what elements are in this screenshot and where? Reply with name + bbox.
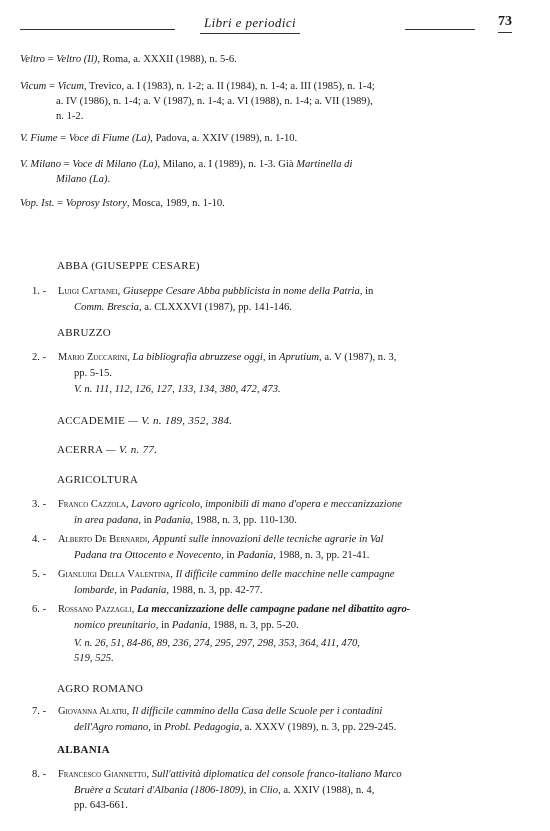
cross-references-agricoltura: V. n. 26, 51, 84-86, 89, 236, 274, 295, 297, 298, 353, 364, 411, 470, 519, 525. bbox=[74, 638, 360, 665]
cross-references-abruzzo: V. n. 111, 112, 126, 127, 133, 134, 380, 472, 473. bbox=[74, 384, 281, 395]
bib-entry-5: 5. - Gianluigi Della Valentina, Il difficile cammino delle macchine nelle campagne lombarde, in Padania, 1988, n. 3, pp. 42-77. bbox=[32, 569, 395, 596]
abbreviation-v-fiume: V. Fiume = Voce di Fiume (La), Padova, a. XXIV (1989), n. 1-10. bbox=[20, 133, 298, 144]
entry-author: Giovanna Alatri bbox=[58, 706, 127, 717]
abbr-key: Veltro bbox=[20, 54, 45, 65]
entry-title: Lavoro agricolo, imponibili di mano d'opera e meccanizzazione bbox=[131, 499, 402, 510]
entry-author: Francesco Giannetto bbox=[58, 769, 147, 780]
abbr-title: Vicum bbox=[57, 81, 84, 92]
entry-title: Giuseppe Cesare Abba pubblicista in nome della Patria bbox=[122, 286, 360, 297]
heading-acerra: ACERRA — V. n. 77. bbox=[57, 444, 158, 456]
abbr-title: Voce di Fiume (La) bbox=[68, 133, 151, 144]
entry-title: Il difficile cammino della Casa delle Scuole per i contadini bbox=[131, 706, 383, 717]
running-title: Libri e periodici bbox=[200, 14, 300, 34]
page-number: 73 bbox=[498, 12, 512, 33]
entry-author: Alberto De Bernardi bbox=[58, 534, 148, 545]
abbr-title: Veltro (Il) bbox=[56, 54, 98, 65]
bib-entry-7: 7. - Giovanna Alatri, Il difficile cammino della Casa delle Scuole per i contadini dell'Agro romano, in Probl. Pedagogia, a. XXXV (1989), n. 3, pp. 229-245. bbox=[32, 706, 397, 733]
bib-entry-6: 6. - Rossano Pazzagli, La meccanizzazione delle campagne padane nel dibattito agro- nomico preunitario, in Padania, 1988, n. 3, pp. 5-20. bbox=[32, 604, 411, 631]
abbr-key: Vicum bbox=[20, 81, 47, 92]
entry-title: Il difficile cammino delle macchine nelle campagne bbox=[175, 569, 395, 580]
heading-abba: ABBA (GIUSEPPE CESARE) bbox=[57, 260, 200, 272]
entry-title: La meccanizzazione delle campagne padane nel dibattito agro- bbox=[136, 604, 411, 615]
running-header bbox=[20, 12, 512, 34]
heading-agro-romano: AGRO ROMANO bbox=[57, 683, 144, 695]
header-rule-left bbox=[20, 29, 175, 30]
entry-author: Gianluigi Della Valentina bbox=[58, 569, 171, 580]
bib-entry-2: 2. - Mario Zuccarini, La bibliografia abruzzese oggi, in Aprutium, a. V (1987), n. 3, pp. 5-15. bbox=[32, 352, 397, 379]
abbreviation-veltro: Veltro = Veltro (Il), Roma, a. XXXII (1988), n. 5-6. bbox=[20, 54, 237, 65]
heading-abruzzo: ABRUZZO bbox=[57, 327, 112, 339]
abbr-title: Voprosy Istory bbox=[65, 198, 127, 209]
bib-entry-3: 3. - Franco Cazzola, Lavoro agricolo, imponibili di mano d'opera e meccanizzazione in area padana, in Padania, 1988, n. 3, pp. 110-130. bbox=[32, 499, 402, 526]
abbr-key: Vop. Ist. bbox=[20, 198, 55, 209]
cross-references-acerra: — V. n. 77. bbox=[105, 444, 158, 456]
heading-agricoltura: AGRICOLTURA bbox=[57, 474, 139, 486]
entry-title: La bibliografia abruzzese oggi bbox=[132, 352, 263, 363]
entry-author: Rossano Pazzagli bbox=[58, 604, 132, 615]
entry-title: Sull'attività diplomatica del console franco-italiano Marco bbox=[151, 769, 402, 780]
entry-author: Luigi Cattanei bbox=[58, 286, 118, 297]
entry-title: Appunti sulle innovazioni delle tecniche agrarie in Val bbox=[152, 534, 384, 545]
header-rule-right bbox=[405, 29, 475, 30]
entry-author: Franco Cazzola bbox=[58, 499, 126, 510]
abbr-key: V. Fiume bbox=[20, 133, 58, 144]
abbr-key: V. Milano bbox=[20, 159, 62, 170]
abbr-title: Voce di Milano (La) bbox=[72, 159, 158, 170]
bib-entry-8: 8. - Francesco Giannetto, Sull'attività diplomatica del console franco-italiano Marco Bruère a Scutari d'Albania (1806-1809), in Clio, a. XXIV (1988), n. 4, pp. 643-661. bbox=[32, 769, 402, 811]
cross-references-accademie: — V. n. 189, 352, 384. bbox=[128, 415, 233, 427]
abbreviation-vop-ist: Vop. Ist. = Voprosy Istory, Mosca, 1989, n. 1-10. bbox=[20, 198, 225, 209]
bib-entry-4: 4. - Alberto De Bernardi, Appunti sulle innovazioni delle tecniche agrarie in Val Padana tra Ottocento e Novecento, in Padania, 1988, n. 3, pp. 21-41. bbox=[32, 534, 384, 561]
abbreviation-v-milano: V. Milano = Voce di Milano (La), Milano, a. I (1989), n. 1-3. Già Martinella di Milano (La). bbox=[20, 159, 353, 186]
bib-entry-1: 1. - Luigi Cattanei, Giuseppe Cesare Abba pubblicista in nome della Patria, in Comm. Brescia, a. CLXXXVI (1987), pp. 141-146. bbox=[32, 286, 374, 313]
heading-albania: ALBANIA bbox=[57, 744, 110, 756]
heading-accademie: ACCADEMIE — V. n. 189, 352, 384. bbox=[57, 415, 233, 427]
entry-author: Mario Zuccarini bbox=[58, 352, 128, 363]
abbreviation-vicum: Vicum = Vicum, Trevico, a. I (1983), n. 1-2; a. II (1984), n. 1-4; a. III (1985), n. 1-4; a. IV (1986), n. 1-4; a. V (1987), n. 1-4; a. VI (1988), n. 1-4; a. VII (1989), n. 1-2. bbox=[20, 81, 375, 123]
